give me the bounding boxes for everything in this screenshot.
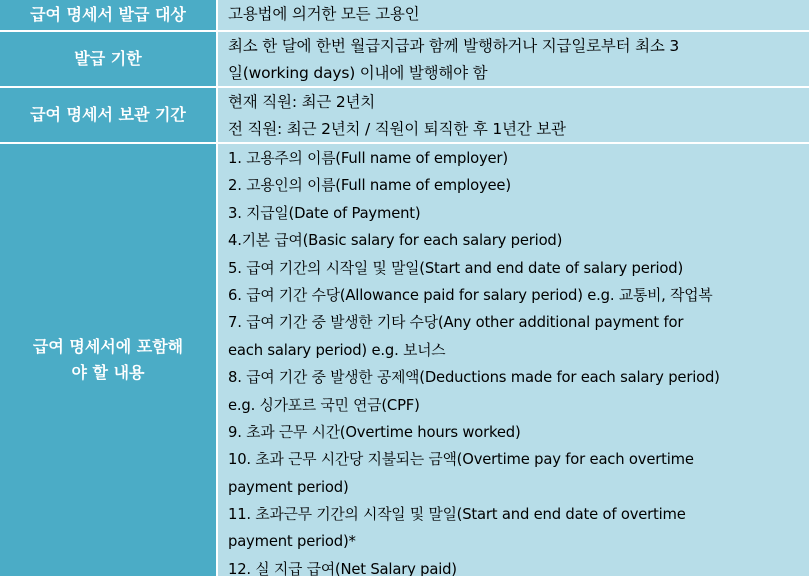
- content-line: 고용법에 의거한 모든 고용인: [228, 5, 420, 23]
- row-content-issue-deadline: [218, 32, 809, 86]
- list-item: 9. 초과 근무 시간(Overtime hours worked): [228, 423, 521, 441]
- list-item: 5. 급여 기간의 시작일 및 말일(Start and end date of salary period): [228, 259, 684, 277]
- list-item: 6. 급여 기간 수당(Allowance paid for salary period) e.g. 교통비, 작업복: [228, 286, 713, 304]
- row-content-retention-period: [218, 88, 809, 142]
- table-row-retention-period: [0, 88, 809, 142]
- list-item: payment period): [228, 478, 349, 496]
- row-label-retention-period: 급여 명세서 보관 기간: [0, 88, 216, 142]
- row-label-required-contents: [0, 144, 216, 576]
- list-item: 10. 초과 근무 시간당 지불되는 금액(Overtime pay for each overtime: [228, 451, 694, 469]
- content-line: 최소 한 달에 한번 월급지급과 함께 발행하거나 지급일로부터 최소 3: [228, 37, 680, 55]
- list-item: 3. 지급일(Date of Payment): [228, 204, 421, 222]
- list-item: 2. 고용인의 이름(Full name of employee): [228, 177, 511, 195]
- list-item: 12. 실 지급 급여(Net Salary paid): [228, 560, 457, 576]
- content-line: 현재 직원: 최근 2년치: [228, 93, 376, 111]
- table-row-issue-target: [0, 0, 809, 30]
- row-label-line: 급여 명세서에 포함해: [32, 337, 184, 356]
- list-item: 1. 고용주의 이름(Full name of employer): [228, 150, 508, 167]
- row-content-issue-target: [218, 0, 809, 30]
- list-item: e.g. 싱가포르 국민 연금(CPF): [228, 396, 420, 414]
- list-item: 4.기본 급여(Basic salary for each salary period): [228, 232, 563, 250]
- content-line: 전 직원: 최근 2년치 / 직원이 퇴직한 후 1년간 보관: [228, 120, 566, 138]
- list-item: 8. 급여 기간 중 발생한 공제액(Deductions made for each salary period): [228, 369, 720, 387]
- table-row-issue-deadline: [0, 32, 809, 86]
- list-item: each salary period) e.g. 보너스: [228, 341, 446, 359]
- list-item: 11. 초과근무 기간의 시작일 및 말일(Start and end date of overtime: [228, 506, 686, 524]
- list-item: payment period)*: [228, 533, 356, 551]
- content-line: 일(working days) 이내에 발행해야 함: [228, 64, 488, 82]
- list-item: 7. 급여 기간 중 발생한 기타 수당(Any other additional payment for: [228, 314, 684, 332]
- row-label-issue-target: 급여 명세서 발급 대상: [0, 0, 216, 30]
- row-label-line: 야 할 내용: [71, 363, 145, 382]
- table-row-required-contents: [0, 144, 809, 576]
- row-content-required-contents: [218, 144, 809, 576]
- row-label-issue-deadline: 발급 기한: [0, 32, 216, 86]
